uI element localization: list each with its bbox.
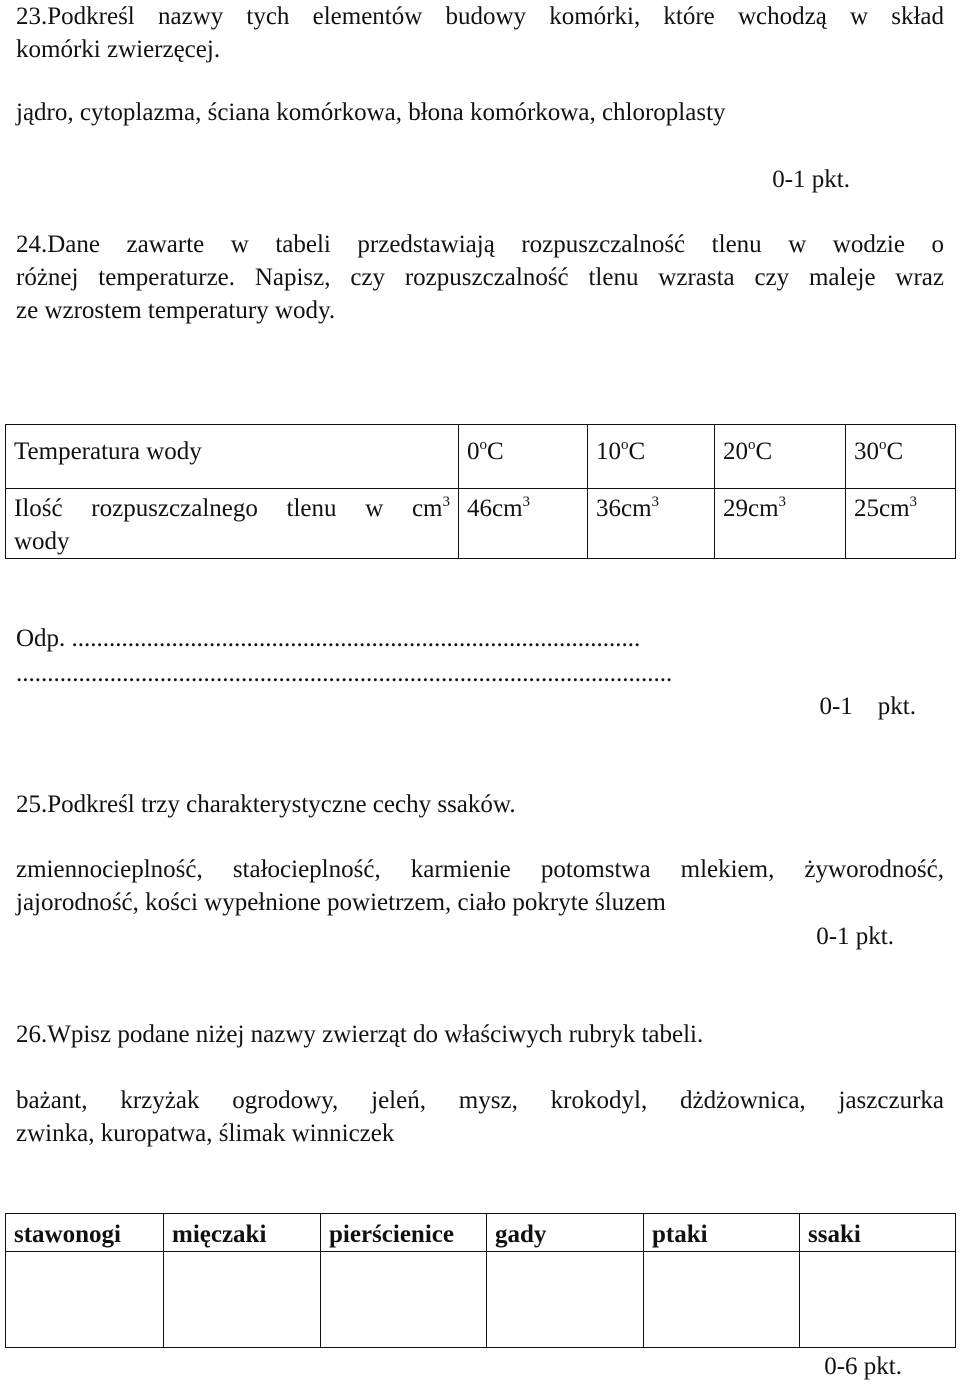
q25-points: 0-1 pkt. — [816, 923, 894, 950]
q25-options-line2[interactable]: jajorodność, kości wypełnione powietrzem, ciało pokryte śluzem — [16, 889, 666, 916]
q26-title: 26.Wpisz podane niżej nazwy zwierząt do właściwych rubryk tabeli. — [16, 1021, 704, 1048]
group-header: gady — [495, 1221, 547, 1248]
temperature-value: 0$^o$C — [467, 437, 504, 465]
q24-line1: 24.Dane zawarte w tabeli przedstawiają rozpuszczalność tlenu w wodzie o — [16, 231, 944, 258]
q26-animals-line2: zwinka, kuropatwa, ślimak winniczek — [16, 1120, 395, 1147]
temperature-value: 10$^o$C — [596, 437, 646, 465]
group-header-cell — [800, 1214, 956, 1252]
q25-options-line1[interactable]: zmiennocieplność, stałocieplność, karmienie potomstwa mlekiem, żyworodność, — [16, 856, 944, 883]
oxygen-value: $25cm^3$ — [854, 494, 918, 522]
q26-points: 0-6 pkt. — [824, 1353, 902, 1380]
group-header-cell — [644, 1214, 800, 1252]
oxygen-value: $46cm^3$ — [467, 494, 531, 522]
animal-groups-table — [5, 1213, 956, 1348]
group-answer-cell[interactable] — [487, 1252, 644, 1348]
oxygen-label: Ilość rozpuszczalnego tlenu w $cm^3$ wody — [14, 494, 450, 555]
group-answer-cell[interactable] — [6, 1252, 164, 1348]
temperature-row — [6, 425, 956, 489]
q24-answer-line[interactable]: Odp. ........................................................................................... — [16, 625, 641, 652]
q24-answer-line2[interactable]: ......................................................................................................... — [16, 660, 673, 687]
group-header: ptaki — [652, 1221, 708, 1248]
oxygen-cell — [459, 489, 588, 559]
temperature-cell — [846, 425, 956, 489]
group-answer-cell[interactable] — [644, 1252, 800, 1348]
temperature-cell — [588, 425, 715, 489]
q23-options: jądro, cytoplazma, ściana komórkowa, błona komórkowa, chloroplasty — [16, 99, 726, 126]
group-header: pierścienice — [329, 1221, 454, 1248]
oxygen-cell — [846, 489, 956, 559]
group-answer-cell[interactable] — [164, 1252, 321, 1348]
group-header: mięczaki — [172, 1221, 267, 1248]
q25-title: 25.Podkreśl trzy charakterystyczne cechy ssaków. — [16, 791, 516, 818]
animal-groups-answer-row — [6, 1252, 956, 1348]
q23-line1: 23.Podkreśl nazwy tych elementów budowy komórki, które wchodzą w skład — [16, 3, 944, 30]
q26-animals-line1: bażant, krzyżak ogrodowy, jeleń, mysz, krokodyl, dżdżownica, jaszczurka — [16, 1087, 944, 1114]
oxygen-row — [6, 489, 956, 559]
oxygen-cell — [715, 489, 846, 559]
temperature-value: 20$^o$C — [723, 437, 773, 465]
q24-line3: ze wzrostem temperatury wody. — [16, 297, 336, 324]
oxygen-value: $36cm^3$ — [596, 494, 660, 522]
temperature-cell — [459, 425, 588, 489]
group-header: ssaki — [808, 1221, 861, 1248]
group-answer-cell[interactable] — [321, 1252, 487, 1348]
oxygen-label-cell — [6, 489, 459, 559]
animal-groups-header-row — [6, 1214, 956, 1252]
group-answer-cell[interactable] — [800, 1252, 956, 1348]
temperature-label-cell — [6, 425, 459, 489]
temperature-value: 30$^o$C — [854, 437, 904, 465]
group-header-cell — [487, 1214, 644, 1252]
group-header-cell — [164, 1214, 321, 1252]
group-header-cell — [6, 1214, 164, 1252]
group-header: stawonogi — [14, 1221, 121, 1248]
q24-points: 0-1 pkt. — [819, 693, 916, 720]
temperature-cell — [715, 425, 846, 489]
oxygen-solubility-table — [5, 424, 956, 559]
group-header-cell — [321, 1214, 487, 1252]
q23-line2: komórki zwierzęcej. — [16, 36, 221, 63]
q24-line2: różnej temperaturze. Napisz, czy rozpuszczalność tlenu wzrasta czy maleje wraz — [16, 264, 944, 291]
temperature-label: Temperatura wody — [14, 438, 202, 465]
q23-points: 0-1 pkt. — [772, 166, 850, 193]
oxygen-cell — [588, 489, 715, 559]
oxygen-value: $29cm^3$ — [723, 494, 787, 522]
